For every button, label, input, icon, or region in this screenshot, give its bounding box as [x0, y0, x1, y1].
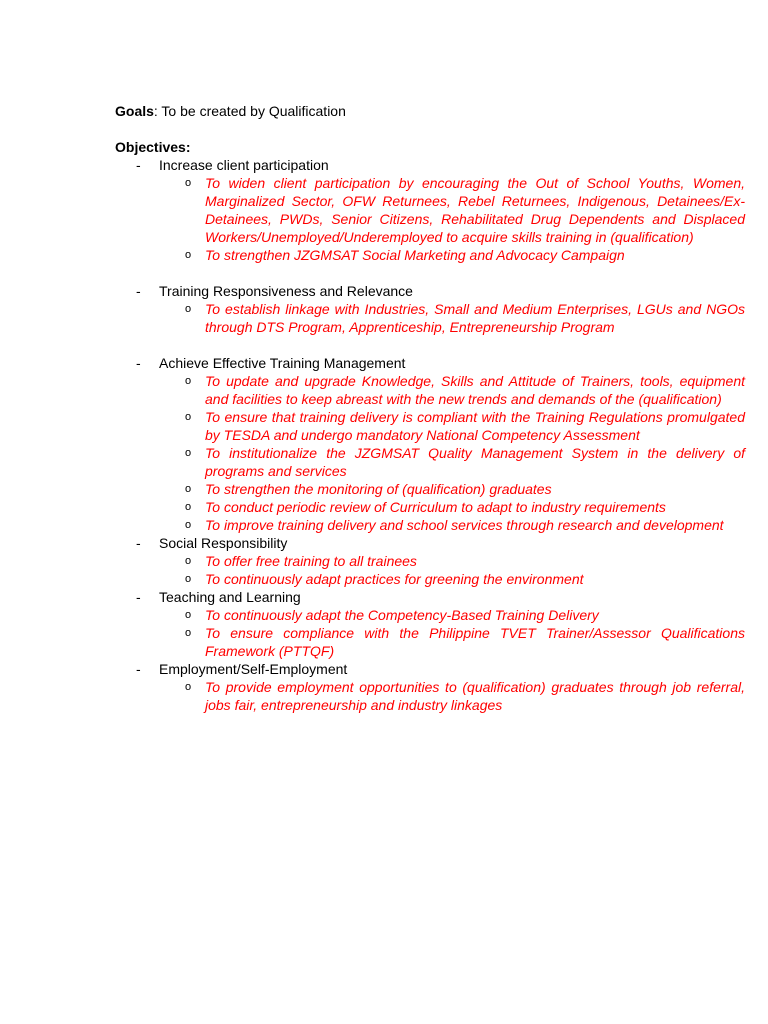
dash-marker: - [136, 589, 141, 605]
objective-item [115, 300, 745, 336]
objective-item [115, 444, 745, 480]
objective-list [115, 606, 745, 660]
objective-section [115, 354, 745, 534]
dash-marker: - [136, 157, 141, 173]
bullet-marker: o [185, 627, 192, 639]
dash-marker: - [136, 535, 141, 551]
bullet-marker: o [185, 447, 192, 459]
objective-item [115, 516, 745, 534]
objective-text: To continuously adapt practices for greening the environment [205, 571, 584, 587]
bullet-marker: o [185, 375, 192, 387]
objectives-heading: Objectives: [115, 139, 191, 155]
objective-text: To provide employment opportunities to (qualification) graduates through job referral, jobs fair, entrepreneurship and industry linkages [205, 679, 745, 713]
bullet-marker: o [185, 573, 192, 585]
objective-list [115, 174, 745, 264]
objective-text: To conduct periodic review of Curriculum to adapt to industry requirements [205, 499, 666, 515]
objective-item [115, 606, 745, 624]
objective-list [115, 300, 745, 336]
bullet-marker: o [185, 177, 192, 189]
objective-section [115, 282, 745, 336]
objective-text: To ensure that training delivery is compliant with the Training Regulations promulgated by TESDA and undergo mandatory National Competency Assessment [205, 409, 745, 443]
bullet-marker: o [185, 501, 192, 513]
objective-item [115, 174, 745, 246]
objective-item [115, 372, 745, 408]
objective-text: To offer free training to all trainees [205, 553, 417, 569]
objective-section [115, 660, 745, 714]
goals-text: : To be created by Qualification [153, 103, 346, 119]
objective-item [115, 552, 745, 570]
section-title [115, 588, 745, 606]
bullet-marker: o [185, 303, 192, 315]
objective-item [115, 498, 745, 516]
objective-item [115, 678, 745, 714]
dash-marker: - [136, 283, 141, 299]
section-title-text: Achieve Effective Training Management [159, 355, 406, 371]
objective-item [115, 624, 745, 660]
section-title [115, 156, 745, 174]
objective-item [115, 408, 745, 444]
objective-text: To establish linkage with Industries, Small and Medium Enterprises, LGUs and NGOs through DTS Program, Apprenticeship, Entrepreneurship Program [205, 301, 745, 335]
objective-section [115, 588, 745, 660]
section-title-text: Teaching and Learning [159, 589, 301, 605]
objective-text: To strengthen JZGMSAT Social Marketing and Advocacy Campaign [205, 247, 625, 263]
goals-label: Goals [115, 103, 154, 119]
section-title-text: Employment/Self-Employment [159, 661, 348, 677]
section-title [115, 534, 745, 552]
section-title-text: Training Responsiveness and Relevance [159, 283, 413, 299]
objective-section [115, 534, 745, 588]
bullet-marker: o [185, 555, 192, 567]
objective-list [115, 678, 745, 714]
objective-text: To improve training delivery and school services through research and development [205, 517, 724, 533]
section-title [115, 354, 745, 372]
objective-text: To ensure compliance with the Philippine TVET Trainer/Assessor Qualifications Framework (PTTQF) [205, 625, 745, 659]
objective-item [115, 570, 745, 588]
objective-text: To continuously adapt the Competency-Based Training Delivery [205, 607, 599, 623]
objective-list [115, 372, 745, 534]
dash-marker: - [136, 355, 141, 371]
objective-item [115, 246, 745, 264]
goals-line [115, 102, 745, 120]
bullet-marker: o [185, 483, 192, 495]
dash-marker: - [136, 661, 141, 677]
objective-item [115, 480, 745, 498]
objective-text: To widen client participation by encouraging the Out of School Youths, Women, Marginalized Sector, OFW Returnees, Rebel Returnees, Indigenous, Detainees/Ex-Detainees, PWDs, Senior Citizens, Rehabilitated Drug Dependents and Displaced Workers/Unemployed/Underemployed to acquire skills training in (qualification) [205, 175, 745, 245]
objective-text: To update and upgrade Knowledge, Skills and Attitude of Trainers, tools, equipment and facilities to keep abreast with the new trends and demands of the (qualification) [205, 373, 745, 407]
objective-section [115, 156, 745, 264]
bullet-marker: o [185, 681, 192, 693]
objective-list [115, 552, 745, 588]
document-page [115, 102, 745, 714]
bullet-marker: o [185, 249, 192, 261]
section-title-text: Increase client participation [159, 157, 329, 173]
objective-text: To institutionalize the JZGMSAT Quality Management System in the delivery of programs and services [205, 445, 745, 479]
section-title-text: Social Responsibility [159, 535, 288, 551]
section-title [115, 660, 745, 678]
bullet-marker: o [185, 519, 192, 531]
objective-text: To strengthen the monitoring of (qualification) graduates [205, 481, 552, 497]
section-title [115, 282, 745, 300]
bullet-marker: o [185, 609, 192, 621]
bullet-marker: o [185, 411, 192, 423]
